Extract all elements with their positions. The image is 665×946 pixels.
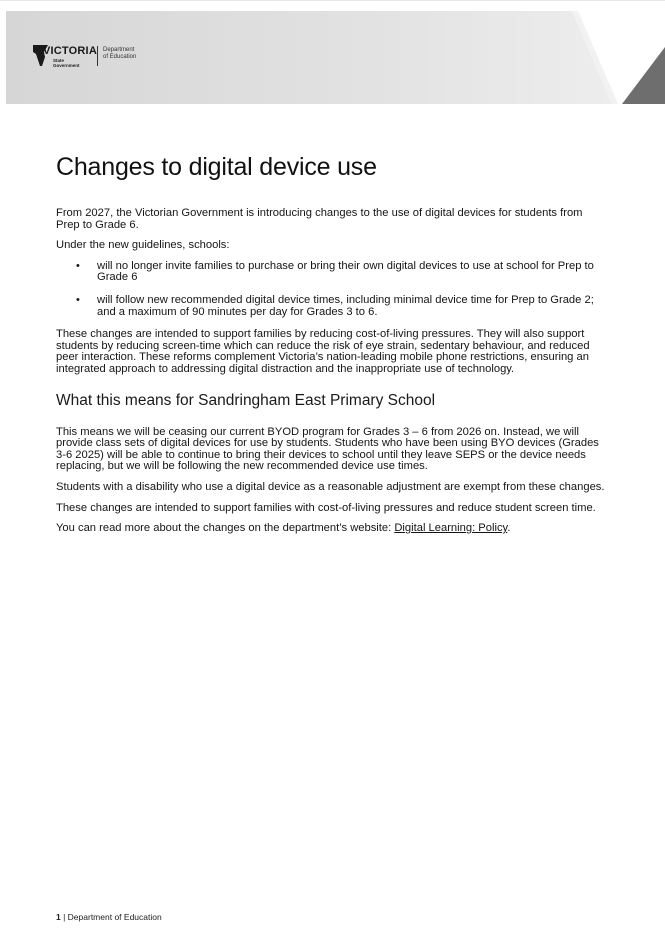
logo-department (103, 47, 136, 61)
read-more-paragraph (56, 523, 608, 535)
disability-paragraph: Students with a disability who use a digital device as a reasonable adjustment are exempt from these changes. (56, 480, 605, 493)
header-triangle (622, 47, 665, 104)
cost-paragraph: These changes are intended to support families with cost-of-living pressures and reduce student screen time. (56, 501, 596, 514)
digital-learning-policy-link[interactable]: Digital Learning: Policy (394, 522, 508, 535)
read-more-period: . (507, 522, 511, 535)
list-item: • will follow new recommended digital device times, including minimal device time for Prep to Grade 2; and a maximum of 90 minutes per day for Grades 3 to 6. (56, 295, 608, 318)
page-footer (56, 912, 162, 922)
document-body (56, 208, 608, 544)
rationale-paragraph: These changes are intended to support families by reducing cost-of-living pressures. They will also support students by reducing screen-time which can reduce the risk of eye strain, sedentary behaviour, and reduced peer interaction. These reforms complement Victoria’s nation-leading mobile phone restrictions, ensuring an integrated approach to addressing digital distraction and the inappropriate use of technology. (56, 328, 590, 375)
page-title: Changes to digital device use (56, 153, 377, 181)
intro-paragraph: From 2027, the Victorian Government is introducing changes to the use of digital devices for students from Prep to Grade 6. (56, 207, 583, 231)
top-rule (0, 0, 665, 1)
list-item: • will no longer invite families to purchase or bring their own digital devices to use at school for Prep to Grade 6 (56, 261, 608, 284)
logo-dept-line1: Department (103, 47, 135, 53)
logo-government: Government (53, 63, 80, 68)
section-heading: What this means for Sandringham East Primary School (56, 391, 436, 409)
byod-paragraph: This means we will be ceasing our current BYOD program for Grades 3 – 6 from 2026 on. Instead, we will provide class sets of digital devices for use by students. Students who have been using BYO devices (Grades 3-6 2025) will be able to continue to bring their devices to school until they leave SEPS or the device needs replacing, but we will be following the new recommended device use times. (56, 425, 599, 473)
logo-dept-line2: of Education (103, 54, 137, 60)
footer-label: Department of Education (67, 912, 162, 922)
logo-state: State (53, 58, 65, 63)
logo-divider (97, 46, 98, 66)
footer-separator: | (60, 912, 68, 922)
guidelines-list (56, 261, 608, 318)
read-more-text: You can read more about the changes on the department’s website: (56, 522, 395, 535)
logo-wordmark: VICTORIA (43, 45, 97, 57)
page-number: 1 (56, 912, 61, 922)
guidelines-lead: Under the new guidelines, schools: (56, 239, 230, 252)
